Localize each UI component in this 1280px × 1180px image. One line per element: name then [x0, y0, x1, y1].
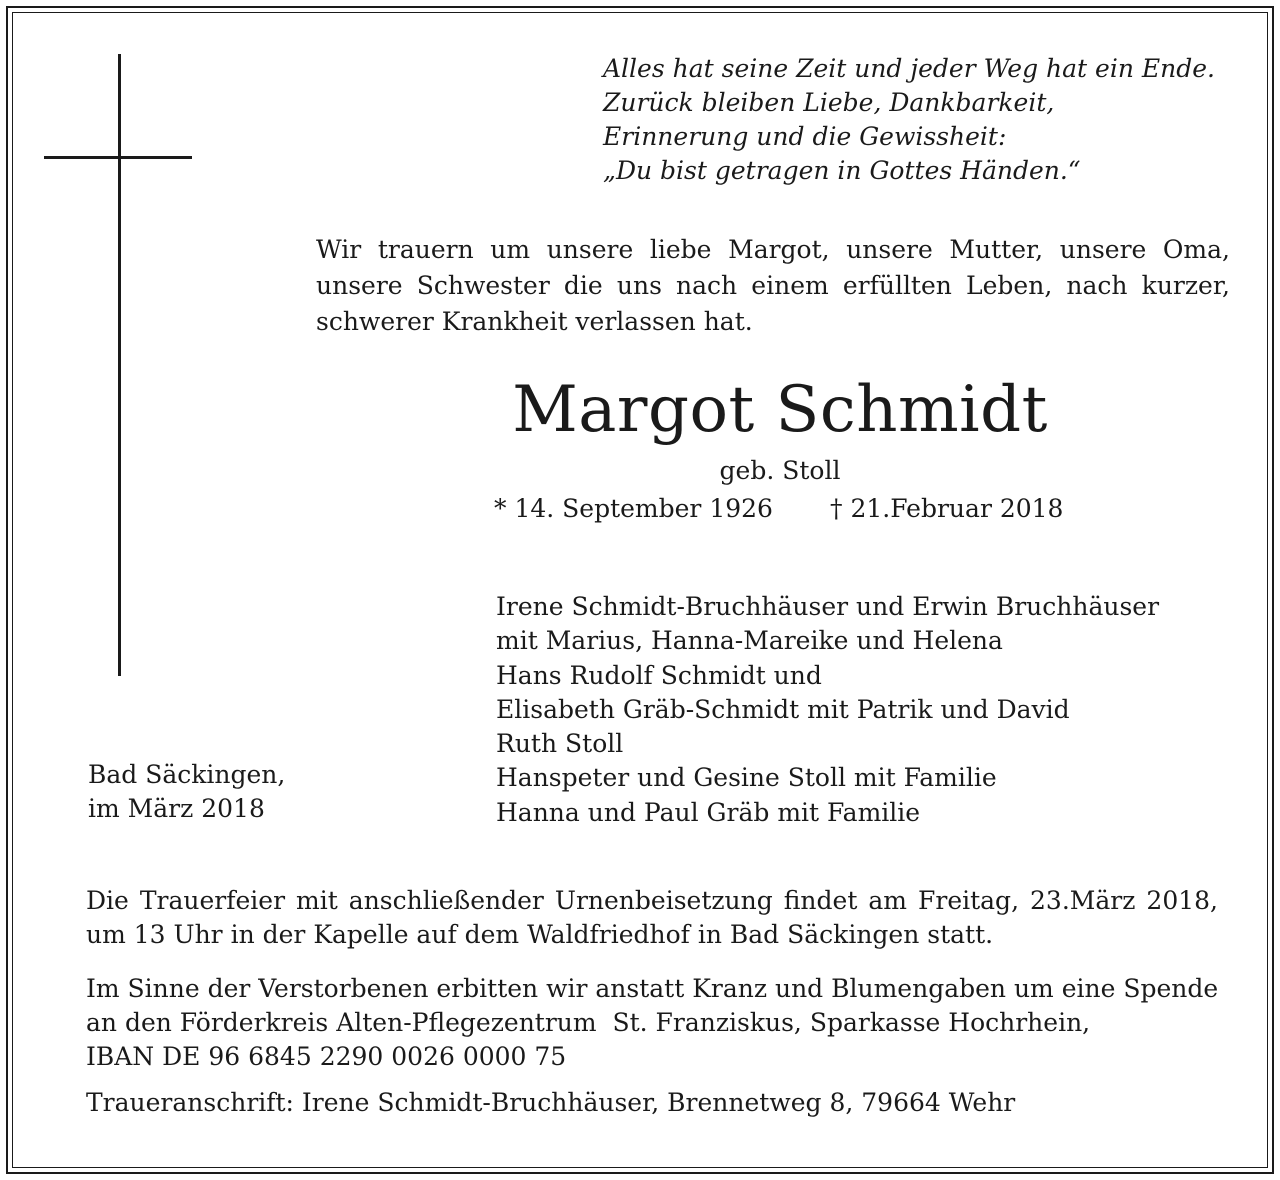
donation-notice	[86, 972, 1232, 1074]
ceremony-line: um 13 Uhr in der Kapelle auf dem Waldfriedhof in Bad Säckingen statt.	[86, 920, 994, 949]
cross-horizontal-bar	[44, 156, 192, 159]
motto-quote	[603, 52, 1243, 188]
birth-date: * 14. September 1926	[494, 494, 773, 523]
intro-line: Wir trauern um unsere liebe Margot, unsere Mutter, unsere Oma,	[316, 235, 1230, 264]
mourner-line: mit Marius, Hanna-Mareike und Helena	[496, 626, 1003, 656]
intro-line: unsere Schwester die uns nach einem erfüllten Leben, nach kurzer,	[316, 271, 1230, 300]
life-dates	[494, 492, 1094, 526]
donation-line: an den Förderkreis Alten-Pflegezentrum St. Franziskus, Sparkasse Hochrhein,	[86, 1008, 1091, 1037]
motto-line: Alles hat seine Zeit und jeder Weg hat ein Ende.	[603, 54, 1215, 83]
mourning-address: Traueranschrift: Irene Schmidt-Bruchhäuser, Brennetweg 8, 79664 Wehr	[86, 1088, 1016, 1117]
mourners-list	[496, 590, 1216, 830]
iban-line: IBAN DE 96 6845 2290 0026 0000 75	[86, 1042, 567, 1071]
mourner-line: Elisabeth Gräb-Schmidt mit Patrik und David	[496, 694, 1070, 724]
mourner-line: Hanna und Paul Gräb mit Familie	[496, 797, 921, 827]
date-line: im März 2018	[88, 794, 265, 823]
motto-line: Zurück bleiben Liebe, Dankbarkeit,	[603, 88, 1055, 117]
mourner-line: Hans Rudolf Schmidt und	[496, 660, 822, 690]
ceremony-line: Die Trauerfeier mit anschließender Urnenbeisetzung findet am Freitag, 23.März 2018,	[86, 886, 1218, 915]
intro-text	[316, 232, 1230, 340]
birth-name: geb. Stoll	[719, 456, 841, 485]
motto-line: Erinnerung und die Gewissheit:	[603, 122, 1007, 151]
mourner-line: Hanspeter und Gesine Stoll mit Familie	[496, 763, 997, 793]
deceased-block	[490, 370, 1070, 488]
deceased-name: Margot Schmidt	[512, 373, 1048, 447]
cross-vertical-bar	[118, 54, 121, 676]
mourner-line: Ruth Stoll	[496, 729, 624, 759]
place-date	[88, 758, 368, 826]
place-line: Bad Säckingen,	[88, 760, 286, 789]
ceremony-notice	[86, 884, 1218, 952]
death-date: † 21.Februar 2018	[830, 494, 1064, 523]
donation-line: Im Sinne der Verstorbenen erbitten wir anstatt Kranz und Blumengaben um eine Spende	[86, 974, 1219, 1003]
intro-line: schwerer Krankheit verlassen hat.	[316, 307, 753, 336]
mourner-line: Irene Schmidt-Bruchhäuser und Erwin Bruchhäuser	[496, 592, 1160, 621]
motto-line: „Du bist getragen in Gottes Händen.“	[603, 156, 1081, 185]
